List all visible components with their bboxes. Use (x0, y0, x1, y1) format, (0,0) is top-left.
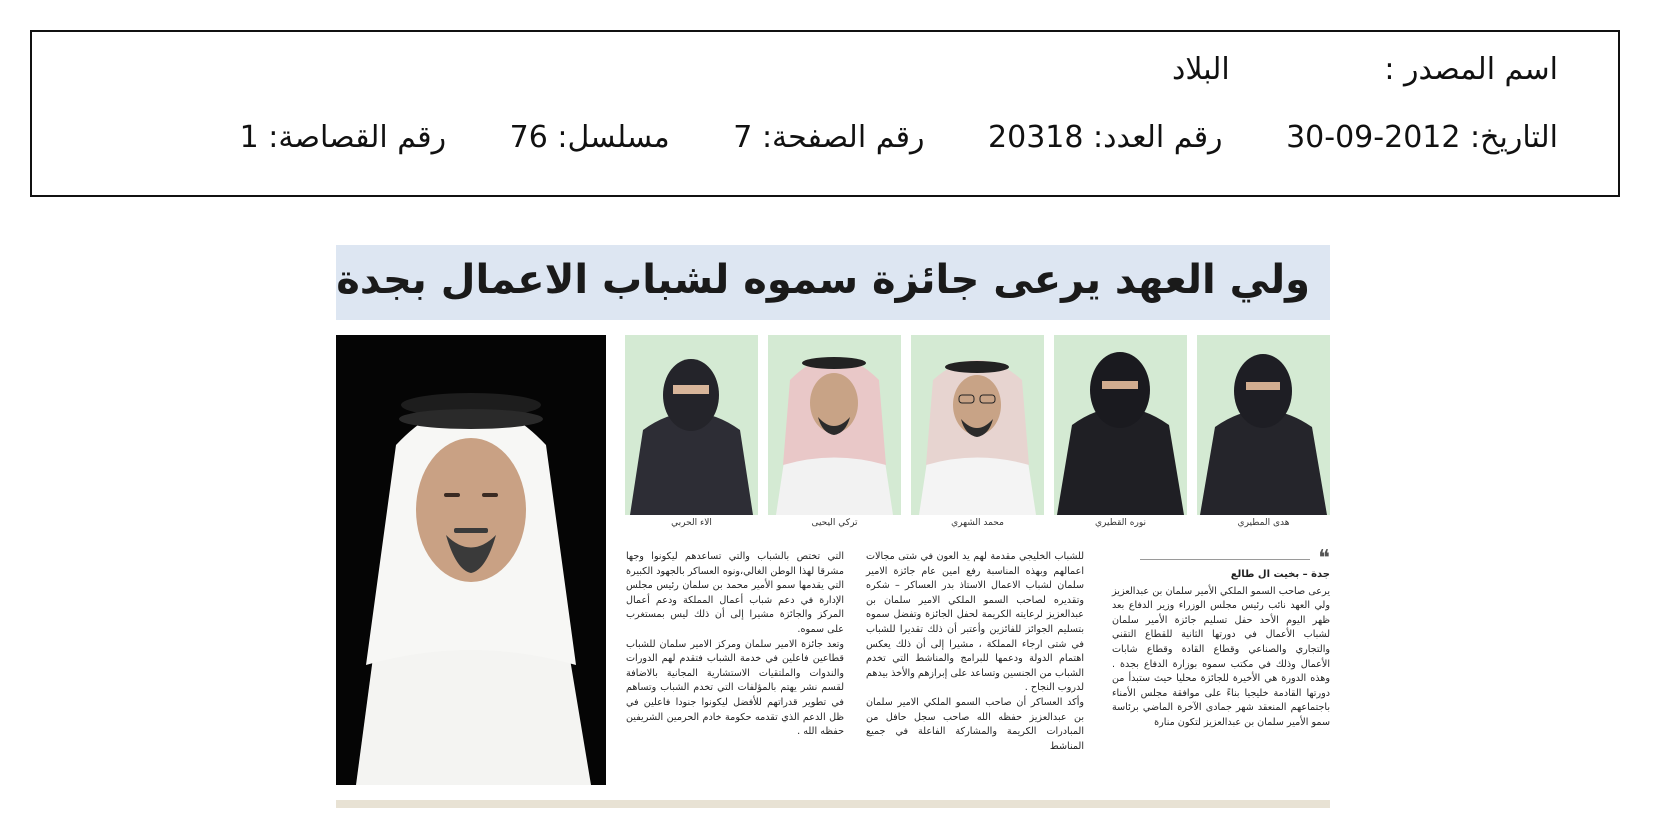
caption-noura: نوره القطيري (1095, 518, 1146, 528)
quote-divider (1140, 559, 1310, 560)
source-value: البلاد (1171, 52, 1230, 87)
article-column-3 (626, 550, 844, 740)
issue-field (988, 120, 1222, 155)
page-value: 7 (733, 120, 753, 155)
quote-icon: ❝ (1318, 546, 1330, 571)
caption-huda: هدى المطيري (1237, 518, 1290, 528)
photo-noura-alqutairi (1054, 335, 1187, 515)
article-byline: جدة – بخيت ال طالع (1230, 569, 1330, 580)
date-value: 2012-09-30 (1286, 120, 1461, 155)
source-row (1172, 52, 1558, 87)
article-column-1 (1112, 546, 1330, 731)
date-field (1286, 120, 1558, 155)
photo-alaa-alharbi (625, 335, 758, 515)
portrait-illustration (336, 335, 606, 785)
column-3-text-b: وتعد جائزة الامير سلمان ومركز الامير سلمان للشباب قطاعين فاعلين في خدمة الشباب فتقدم لهم الدورات والندوات والملتقيات الاستشارية المجانية بالاضافة لقسم نشر يهتم بالمؤلفات التي تخدم الشباب وتساهم في تطوير قدراتهم للأفضل ليكونوا جنودا فاعلين في ظل الدعم الذي تقدمه حكومة خادم الحرمين الشريفين حفظه الله . (626, 638, 844, 738)
photo-turki-alyahya (768, 335, 901, 515)
column-2-text-b: وأكد العساكر أن صاحب السمو الملكي الامير سلمان بن عبدالعزيز حفظه الله صاحب سجل حافل من المبادرات الكريمة والمشاركة الفاعلة في جميع المناشط (866, 696, 1084, 752)
serial-label: مسلسل: (557, 120, 670, 155)
column-3-text-a: التي تختص بالشباب والتي تساعدهم ليكونوا وجها مشرقا لهذا الوطن الغالي،ونوه العساكر بالجهود الكبيرة التي يقدمها سمو الأمير محمد بن سلمان رئيس مجلس الإدارة في دعم شباب أعمال المملكة ودعم أعمال المركز والجائزة مشيرا إلى أن ذلك ليس بمستغرب على سموه. (626, 551, 844, 635)
page-label: رقم الصفحة: (761, 120, 925, 155)
issue-label: رقم العدد: (1093, 120, 1223, 155)
caption-alaa: الاء الحربي (671, 518, 712, 528)
details-row (240, 120, 1558, 155)
caption-mohammed: محمد الشهري (951, 518, 1004, 528)
caption-turki: تركي اليحيى (811, 518, 858, 528)
clip-number-field (240, 120, 446, 155)
clip-number-label: رقم القصاصة: (268, 120, 447, 155)
issue-value: 20318 (988, 120, 1084, 155)
column-1-text: يرعى صاحب السمو الملكي الأمير سلمان بن عبدالعزيز ولي العهد نائب رئيس مجلس الوزراء وزير الدفاع بعد ظهر اليوم الأحد حفل تسليم جائزة الأمير سلمان لشباب الأعمال في دورتها الثانية للقطاع التقني والتجاري والصناعي وقطاع القادة وقطاع شابات الأعمال وذلك في مكتب سموه بوزارة الدفاع بجدة . وهذه الدورة هي الأخيرة للجائزة محليا حيث ستبدأ من دورتها القادمة خليجيا بناءً على موافقة مجلس الأمناء باجتماعهم المنعقد شهر جمادى الآخرة الماضي برئاسة سمو الأمير سلمان بن عبدالعزيز لتكون منارة (1112, 585, 1330, 728)
source-info-box (30, 30, 1620, 197)
column-2-text-a: للشباب الخليجي مقدمة لهم يد العون في شتى مجالات اعمالهم وبهذه المناسبة رفع امين عام جائزة الامير سلمان لشباب الاعمال الاستاذ بدر العساكر – شكره وتقديره لصاحب السمو الملكي الامير سلمان بن عبدالعزيز لرعايته الكريمة لحفل الجائزة وتفضل سموه بتسليم الجوائز للفائزين وأعتبر أن ذلك تقديرا للشباب في شتى ارجاء المملكة ، مشيرا إلى أن ذلك يعكس اهتمام الدولة ودعمها للبرامج والمناشط التي تخدم الشباب من الجنسين وتساعد على إبرازهم والأخذ بيدهم لدروب النجاح . (866, 551, 1084, 694)
article-headline: ولي العهد يرعى جائزة سموه لشباب الاعمال بجدة (336, 257, 1310, 303)
clip-number-value: 1 (239, 120, 259, 155)
clipping-bottom-bar (336, 800, 1330, 808)
quote-marker (1112, 546, 1330, 571)
main-portrait-photo (336, 335, 606, 785)
page-field (733, 120, 924, 155)
serial-field (510, 120, 670, 155)
newspaper-clipping (336, 245, 1330, 810)
photo-huda-almutairi (1197, 335, 1330, 515)
headline-band (336, 245, 1330, 320)
photo-mohammed-alshehri (911, 335, 1044, 515)
date-label: التاريخ: (1470, 120, 1558, 155)
serial-value: 76 (509, 120, 548, 155)
article-column-2 (866, 550, 1084, 754)
source-label: اسم المصدر : (1384, 52, 1558, 87)
